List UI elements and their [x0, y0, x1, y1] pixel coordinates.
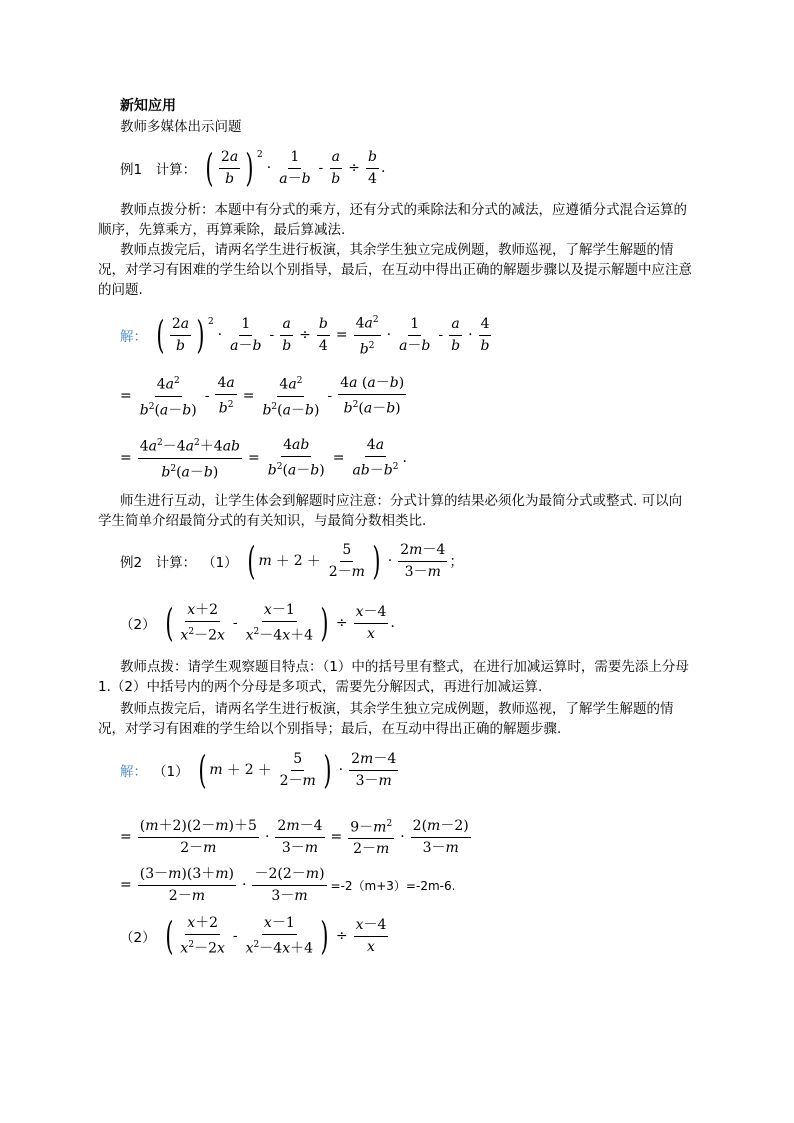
ex1-problem: 例1 计算： ( $\frac{2a}{b}$ ) $^2$ · $\frac{1}{a-b}$ - $\frac{a}{b}$ ÷ $\frac{b}{4}$ . [120, 146, 386, 190]
ex2-solution-part2-label: （2） [120, 930, 156, 946]
ex2-part2-label: （2） [120, 617, 156, 633]
ex2-hint: 教师点拨：请学生观察题目特点：（1）中的括号里有整式，在进行加减运算时，需要先添上分母1.（2）中括号内的两个分母是多项式，需要先分解因式，再进行加减运算. [98, 659, 689, 695]
ex1-solution-line3: = $\frac{4a^2-4a^2+4ab}{b^2(a-b)}$ = $\frac{4ab}{b^2(a-b)}$ = $\frac{4a}{ab-b^2}$ . [120, 436, 407, 481]
ex2-solution-part1-label: （1） [153, 764, 189, 780]
ex1-label: 例1 计算： [120, 162, 197, 178]
ex1-process: 教师点拨完后，请两名学生进行板演，其余学生独立完成例题，教师巡视，了解学生解题的情况，对学习有困难的学生给以个别指导，最后，在互动中得出正确的解题步骤以及提示解题中应注意的问题. [98, 242, 692, 298]
ex2-solution-line1: 解： （1） ( m ＋ 2 ＋ $\frac{5}{2-m}$ ) · $\frac{2m-4}{3-m}$ [120, 748, 397, 792]
ex2-solution-part2: （2） ( $\frac{x+2}{x^2-2x}$ - $\frac{x-1}{x^2-4x+4}$ ) ÷ $\frac{x-4}{x}$ [120, 914, 387, 958]
ex2-label: 例2 计算： [120, 555, 197, 571]
ex2-result-tail: =-2（m+3）=-2m-6. [330, 878, 456, 893]
ex2-process: 教师点拨完后，请两名学生进行板演，其余学生独立完成例题，教师巡视，了解学生解题的情况，对学习有困难的学生给以个别指导；最后，在互动中得出正确的解题步骤. [98, 701, 674, 737]
ex1-interaction: 师生进行互动，让学生体会到解题时应注意：分式计算的结果必须化为最简分式或整式. 可以向学生简单介绍最简分式的有关知识，与最简分数相类比. [98, 493, 683, 529]
ex2-problem-part2: （2） ( $\frac{x+2}{x^2-2x}$ - $\frac{x-1}{x^2-4x+4}$ ) ÷ $\frac{x-4}{x}$ . [120, 601, 395, 645]
ex1-solution-line2: = $\frac{4a^2}{b^2(a-b)}$ - $\frac{4a}{b^2}$ = $\frac{4a^2}{b^2(a-b)}$ - $\frac{4a (a-b)}{b^2(a-b)}$ [120, 374, 405, 419]
intro-text: 教师多媒体出示问题 [120, 119, 242, 135]
ex1-solution-label: 解： [120, 329, 147, 345]
ex2-part1-label: （1） [202, 555, 238, 571]
ex2-problem-part1: 例2 计算： （1） ( m ＋ 2 ＋ $\frac{5}{2-m}$ ) · $\frac{2m-4}{3-m}$ ； [120, 539, 464, 583]
ex1-solution-line1: 解： ( $\frac{2a}{b}$ ) $^2$ · $\frac{1}{a-b}$ - $\frac{a}{b}$ ÷ $\frac{b}{4}$ = $\frac{4a^2}{b^2}$ · $\frac{1}{a-b}$ - $\frac{a}{b}$ · $\frac{4}{b}$ [120, 313, 490, 358]
ex1-analysis: 教师点拨分析：本题中有分式的乘方，还有分式的乘除法和分式的减法，应遵循分式混合运算的顺序，先算乘方，再算乘除，最后算减法. [98, 202, 687, 238]
section-title: 新知应用 [120, 98, 176, 114]
ex2-solution-line3: = $\frac{(3-m)(3+m)}{2-m}$ · $\frac{-2(2-m)}{3-m}$ =-2（m+3）=-2m-6. [120, 865, 456, 904]
ex2-solution-label: 解： [120, 764, 147, 780]
ex2-solution-line2: = $\frac{(m+2)(2-m)+5}{2-m}$ · $\frac{2m-4}{3-m}$ = $\frac{9-m^2}{2-m}$ · $\frac{2(m-2)}{3-m}$ [120, 817, 469, 858]
